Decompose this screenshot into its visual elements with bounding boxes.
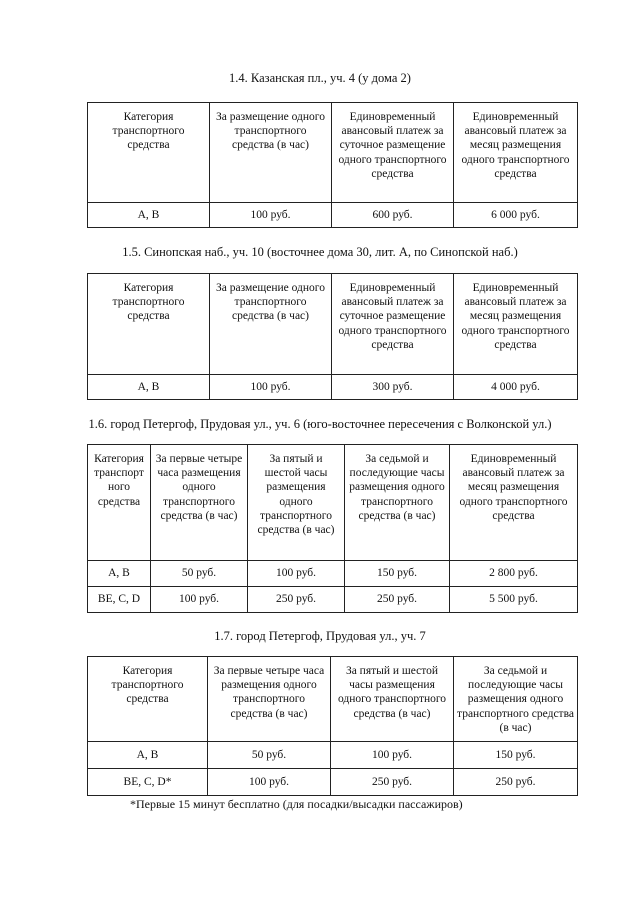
table-header-row [88,274,578,375]
header-cell: За седьмой и последующие часы размещения одного транспортного средства (в час) [345,445,450,561]
header-cell: За размещение одного транспортного средства (в час) [210,103,332,203]
header-cell: За пятый и шестой часы размещения одного транспортного средства (в час) [248,445,345,561]
header-cell: Единовременный авансовый платеж за месяц размещения одного транспортного средства [454,274,578,375]
table-cell: 4 000 руб. [454,375,578,400]
footnote: *Первые 15 минут бесплатно (для посадки/высадки пассажиров) [130,797,463,811]
table-row [88,769,578,796]
section-title-1-5: 1.5. Синопская наб., уч. 10 (восточнее дома 30, лит. А, по Синопской наб.) [122,245,518,259]
table-cell: ВЕ, С, D [88,587,151,613]
table-row [88,587,578,613]
table-header-row [88,657,578,742]
table-cell: 250 руб. [345,587,450,613]
header-cell: За первые четыре часа размещения одного транспортного средства (в час) [151,445,248,561]
header-cell: За первые четыре часа размещения одного транспортного средства (в час) [208,657,331,742]
table-cell: А, В [88,742,208,769]
table-cell: 300 руб. [332,375,454,400]
table-cell: 600 руб. [332,203,454,228]
table-cell: 2 800 руб. [450,561,578,587]
tariff-table-1-7 [87,656,578,796]
header-cell: Категория транспортного средства [88,103,210,203]
section-title-1-6: 1.6. город Петергоф, Прудовая ул., уч. 6 (юго-восточнее пересечения с Волконской ул.) [88,417,552,431]
table-header-row [88,103,578,203]
table-cell: 250 руб. [248,587,345,613]
section-title-1-4: 1.4. Казанская пл., уч. 4 (у дома 2) [229,71,411,85]
table-cell: 100 руб. [331,742,454,769]
table-cell: А, В [88,203,210,228]
header-cell: Единовременный авансовый платеж за месяц размещения одного транспортного средства [450,445,578,561]
table-cell: ВЕ, С, D* [88,769,208,796]
table-cell: А, В [88,375,210,400]
table-row [88,742,578,769]
tariff-table-1-5 [87,273,578,400]
table-row [88,203,578,228]
tariff-table-1-4 [87,102,578,228]
tariff-table-1-6 [87,444,578,613]
table-cell: 100 руб. [248,561,345,587]
table-cell: 100 руб. [151,587,248,613]
table-cell: 150 руб. [345,561,450,587]
table-cell: А, В [88,561,151,587]
header-cell: Категория транспорт ного средства [88,445,151,561]
header-cell: За седьмой и последующие часы размещения одного транспортного средства (в час) [454,657,578,742]
table-cell: 100 руб. [210,203,332,228]
header-cell: За размещение одного транспортного средства (в час) [210,274,332,375]
table-header-row [88,445,578,561]
header-cell: Единовременный авансовый платеж за суточное размещение одного транспортного средства [332,274,454,375]
table-cell: 100 руб. [210,375,332,400]
table-cell: 6 000 руб. [454,203,578,228]
table-cell: 250 руб. [331,769,454,796]
table-cell: 50 руб. [208,742,331,769]
header-cell: Категория транспортного средства [88,274,210,375]
table-cell: 100 руб. [208,769,331,796]
header-cell: Категория транспортного средства [88,657,208,742]
table-row [88,375,578,400]
header-cell: За пятый и шестой часы размещения одного транспортного средства (в час) [331,657,454,742]
table-cell: 50 руб. [151,561,248,587]
section-title-1-7: 1.7. город Петергоф, Прудовая ул., уч. 7 [214,629,426,643]
header-cell: Единовременный авансовый платеж за суточное размещение одного транспортного средства [332,103,454,203]
header-cell: Единовременный авансовый платеж за месяц размещения одного транспортного средства [454,103,578,203]
table-cell: 250 руб. [454,769,578,796]
table-cell: 5 500 руб. [450,587,578,613]
table-cell: 150 руб. [454,742,578,769]
table-row [88,561,578,587]
